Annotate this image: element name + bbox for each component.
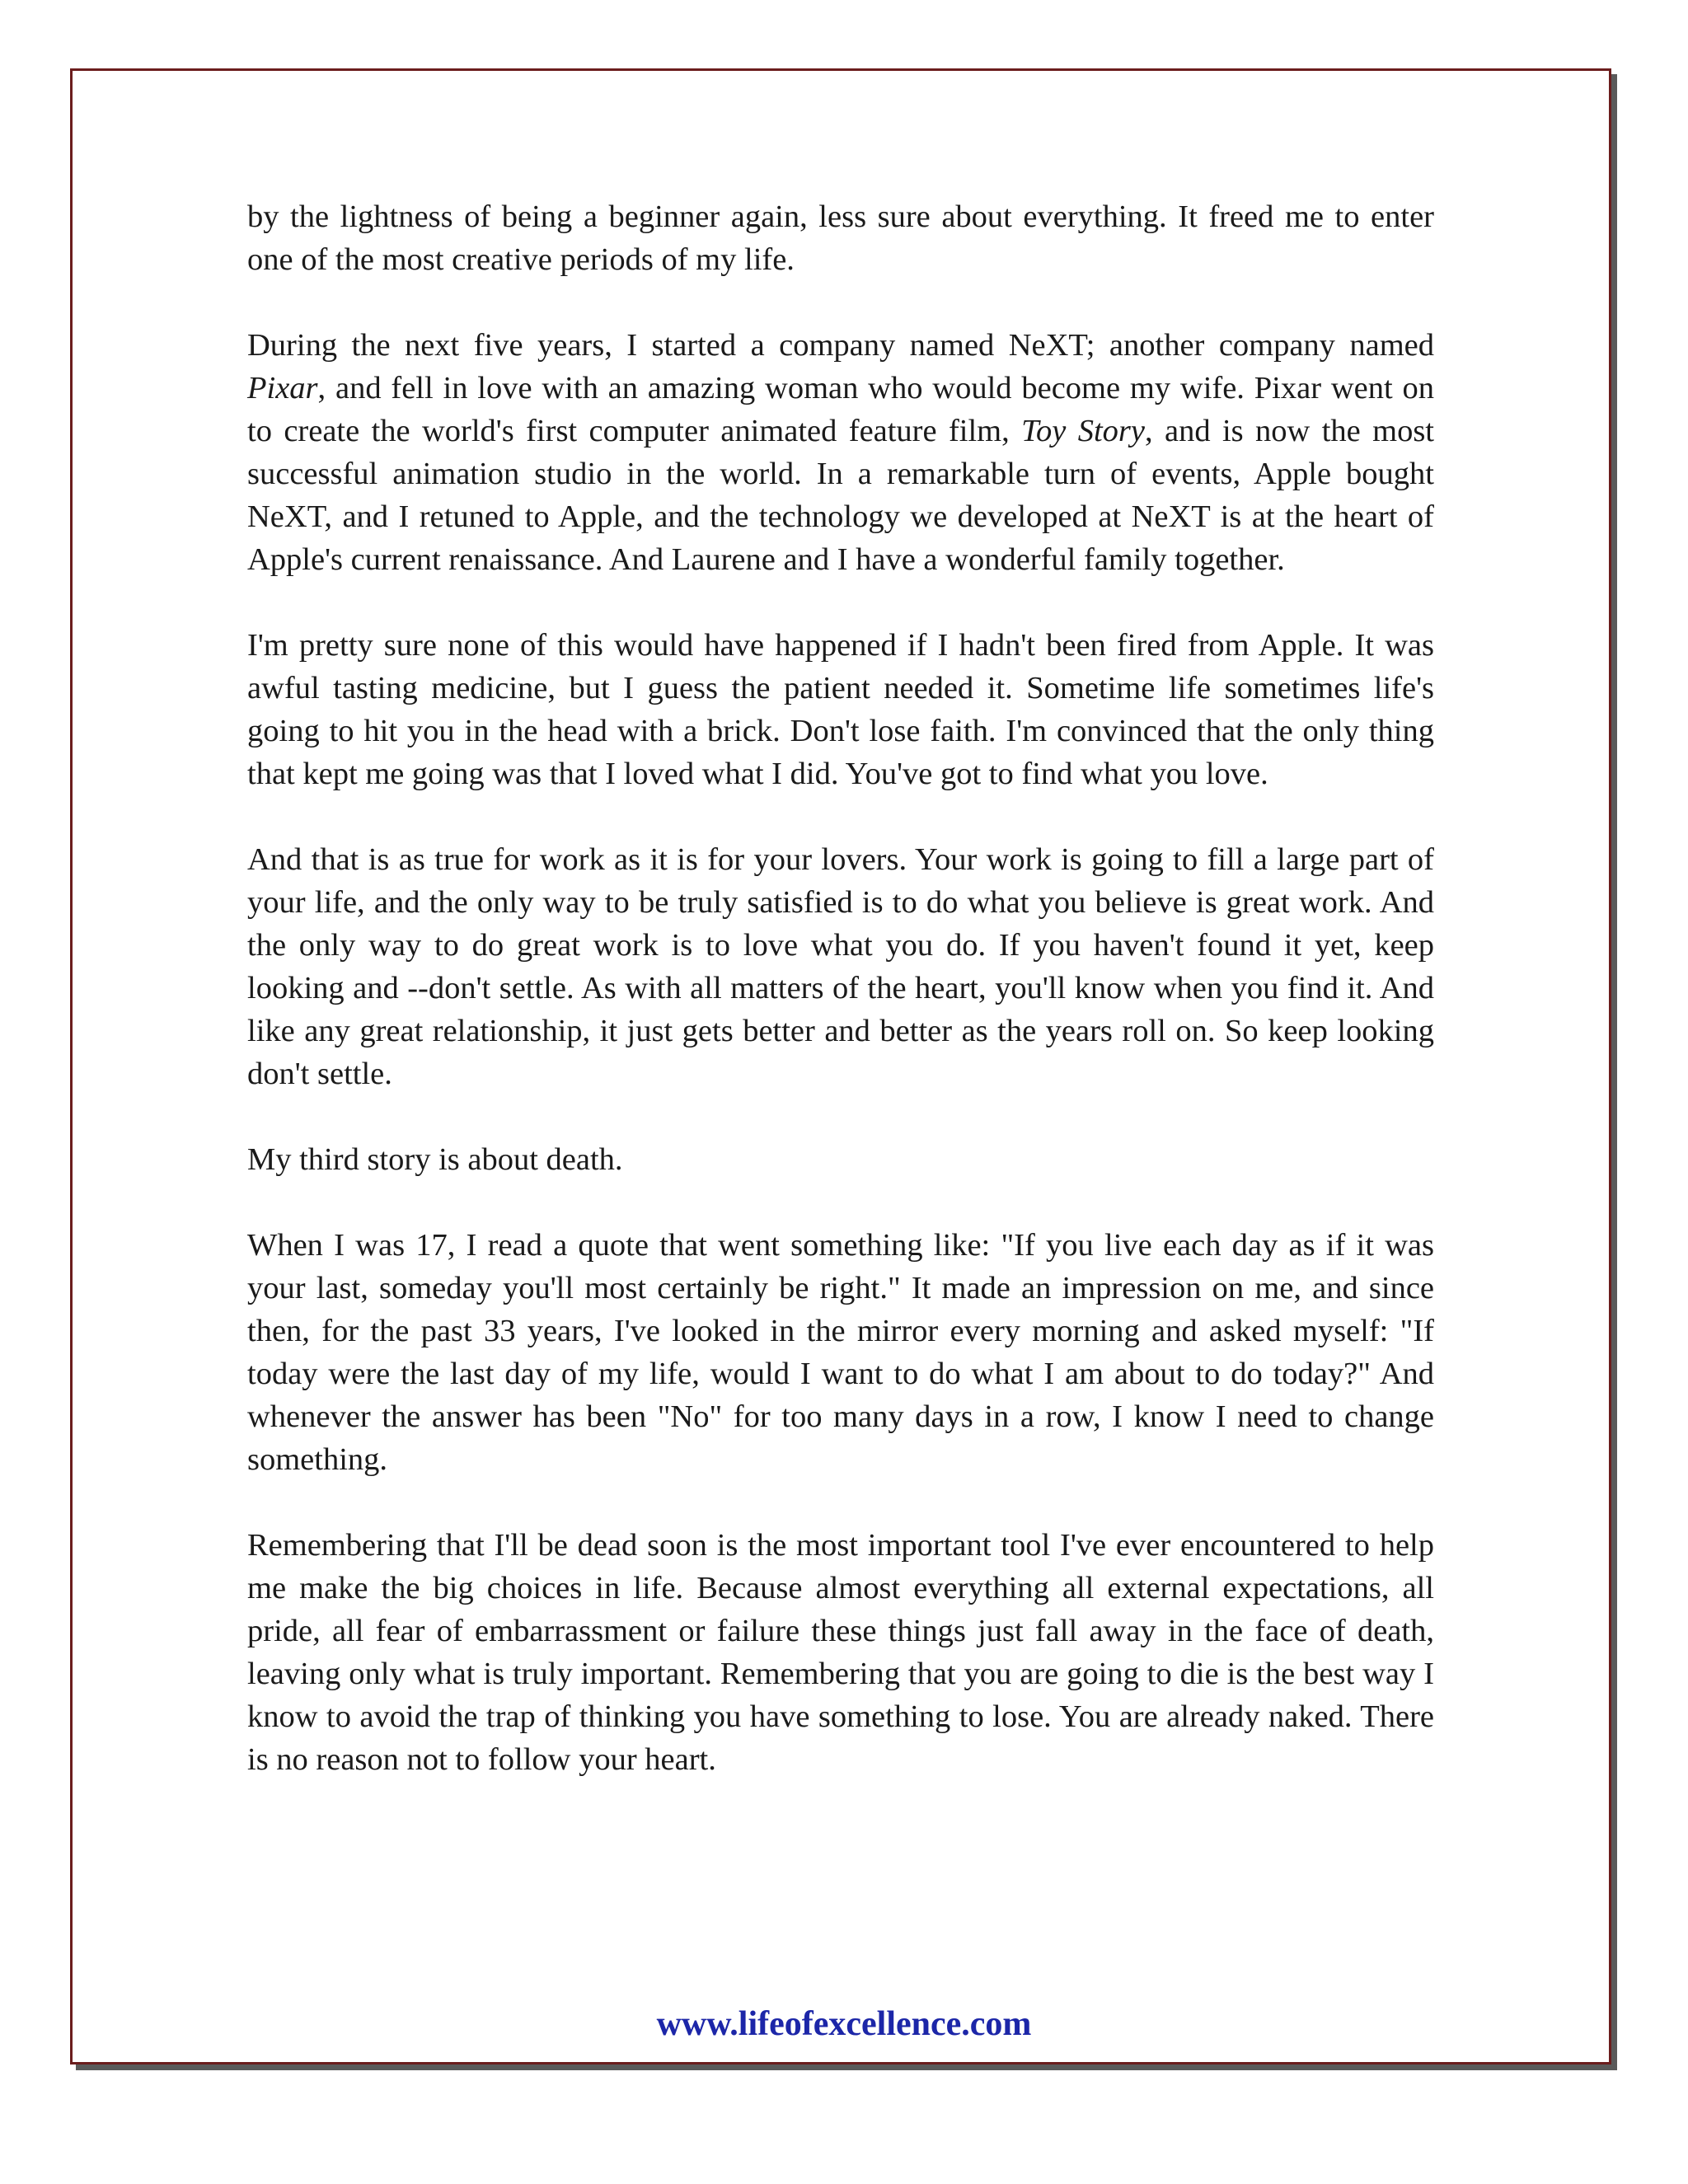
paragraph-remembering-death: Remembering that I'll be dead soon is the most important tool I've ever encountered to help me make the big choices in life. Because almost everything all external expectations, all pride, all fear of embarrassment or failure these things just fall away in the face of death, leaving only what is truly important. Remembering that you are going to die is the best way I know to avoid the trap of thinking you have something to lose. You are already naked. There is no reason not to follow your heart.	[247, 1528, 1434, 1777]
paragraph-text: , and fell in love with an amazing woman who would become my wife. Pixar went on to create the world's first computer animated feature film,	[247, 371, 1434, 448]
paragraph-fired-from-apple: I'm pretty sure none of this would have happened if I hadn't been fired from Apple. It was awful tasting medicine, but I guess the patient needed it. Sometime life sometimes life's going to hit you in the head with a brick. Don't lose faith. I'm convinced that the only thing that kept me going was that I loved what I did. You've got to find what you love.	[247, 628, 1434, 791]
paragraph-next-pixar	[247, 324, 1434, 581]
paragraph-text: is about death.	[430, 1142, 623, 1177]
third-story-heading: My third story	[247, 1142, 431, 1177]
paragraph-find-what-you-love: And that is as true for work as it is for your lovers. Your work is going to fill a large part of your life, and the only way to be truly satisfied is to do what you believe is great work. And the only way to do great work is to love what you do. If you haven't found it yet, keep looking and --don't settle. As with all matters of the heart, you'll know when you find it. And like any great relationship, it just gets better and better as the years roll on. So keep looking don't settle.	[247, 842, 1434, 1091]
pixar-italic: Pixar	[247, 371, 318, 405]
paragraph-mirror-question: When I was 17, I read a quote that went something like: "If you live each day as if it was your last, someday you'll most certainly be right." It made an impression on me, and since then, for the past 33 years, I've looked in the mirror every morning and asked myself: "If today were the last day of my life, would I want to do what I am about to do today?" And whenever the answer has been "No" for too many days in a row, I know I need to change something.	[247, 1228, 1434, 1477]
paragraph-third-story	[247, 1138, 1434, 1181]
footer-website-link[interactable]: www.lifeofexcellence.com	[656, 2005, 1032, 2043]
paragraph-beginner-again: by the lightness of being a beginner again, less sure about everything. It freed me to enter one of the most creative periods of my life.	[247, 199, 1434, 277]
document-body	[247, 195, 1434, 1824]
paragraph-text: , and is now the most successful animation studio in the world. In a remarkable turn of events, Apple bought NeXT, and I retuned to Apple, and the technology we developed at NeXT is at the heart of Apple's current renaissance. And Laurene and I have a wonderful family together.	[247, 414, 1435, 577]
toy-story-italic: Toy Story	[1021, 414, 1146, 448]
paragraph-text: During the next five years, I started a company named NeXT; another company named	[247, 328, 1434, 363]
